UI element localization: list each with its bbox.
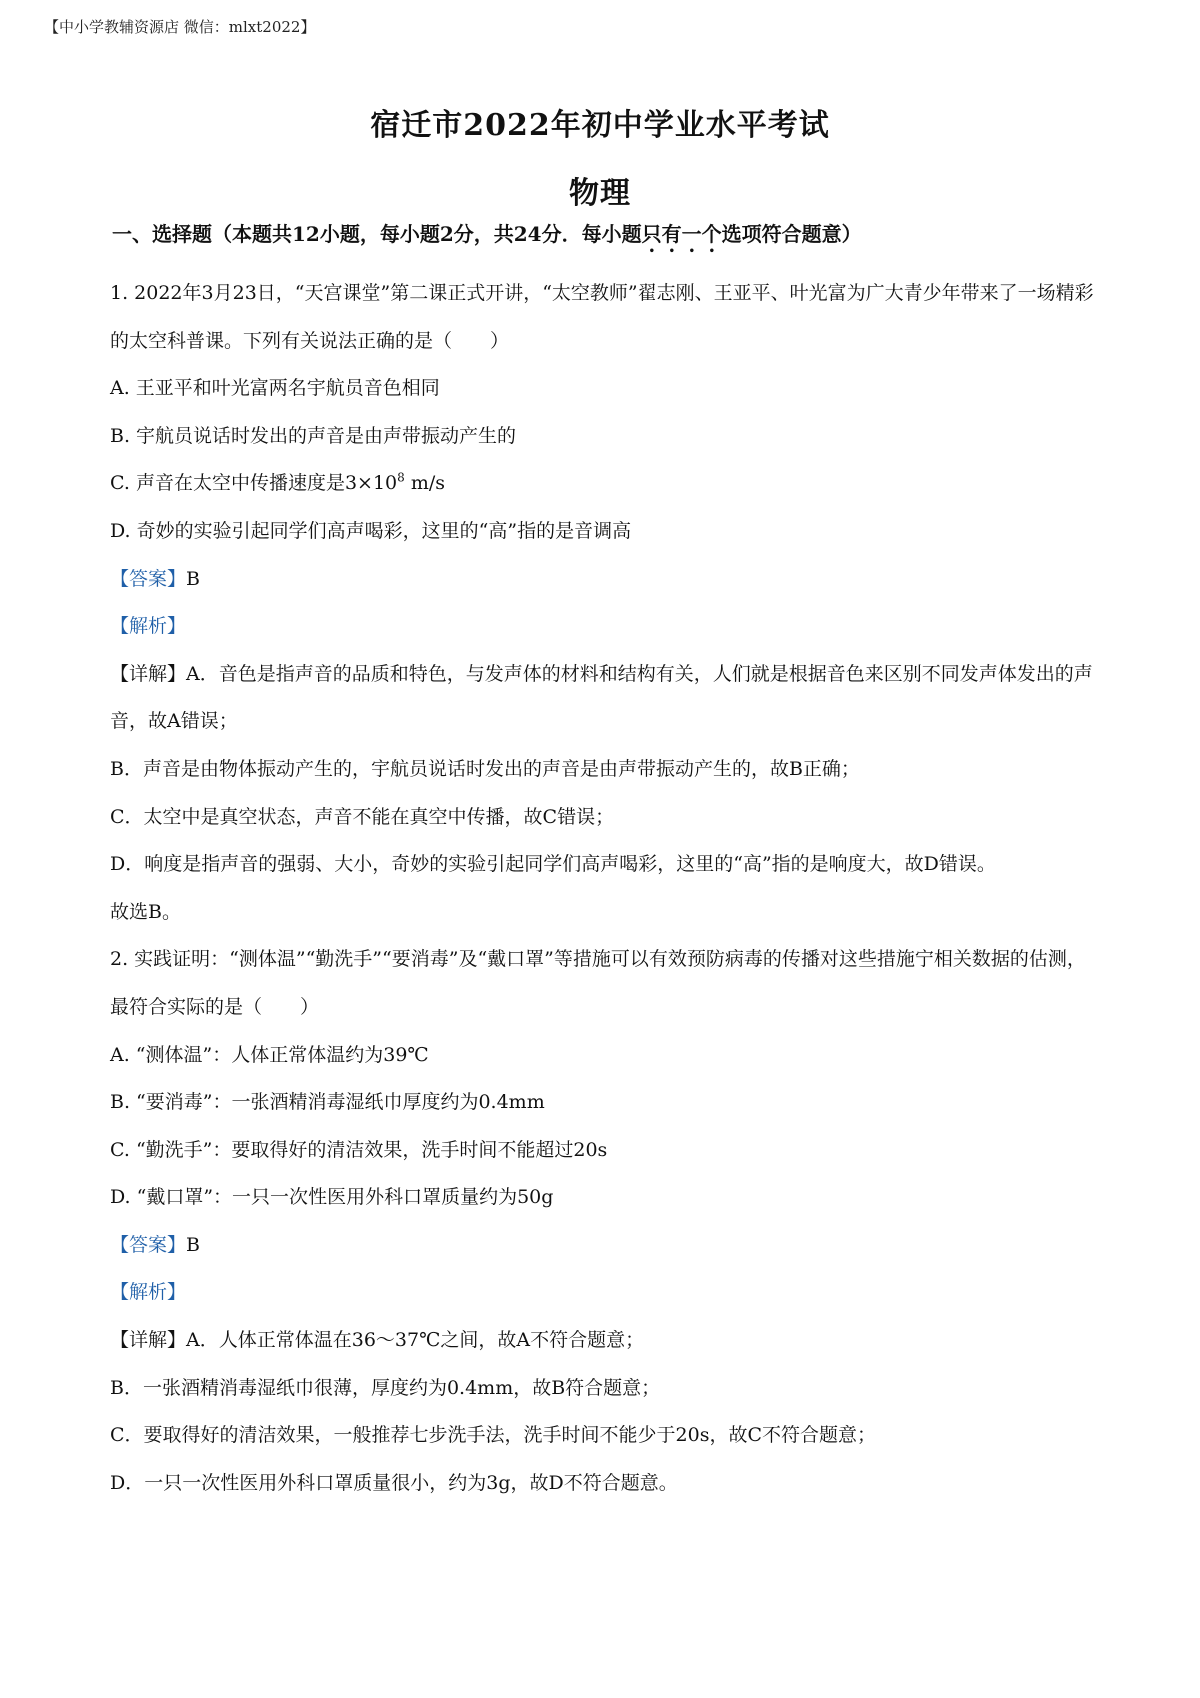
watermark: 【中小学教辅资源店 微信：mlxt2022】 <box>44 18 316 36</box>
section-heading-emphasis: 只有一个 <box>641 222 722 246</box>
exam-title: 宿迁市2022年初中学业水平考试 <box>370 108 830 143</box>
q2-option-c: C. “勤洗手”：要取得好的清洁效果，洗手时间不能超过20s <box>110 1138 608 1161</box>
q1-answer-value: B <box>186 567 200 590</box>
q2-answer-value: B <box>186 1233 200 1256</box>
q2-detail-a <box>110 1317 1098 1365</box>
q1-stem: 1. 2022年3月23日，“天宫课堂”第二课正式开讲，“太空教师”翟志刚、王亚平、叶光富为广大青少年带来了一场精彩的太空科普课。下列有关说法正确的是（ ） <box>110 282 1094 352</box>
q2-detail-c: C．要取得好的清洁效果，一般推荐七步洗手法，洗手时间不能少于20s，故C不符合题意； <box>110 1424 877 1447</box>
detail-tag: 【详解】 <box>110 662 187 685</box>
question-content <box>110 270 1098 1507</box>
q1-detail-d: D．响度是指声音的强弱、大小，奇妙的实验引起同学们高声喝彩，这里的“高”指的是响度大，故D错误。 <box>110 853 996 876</box>
q2-detail-d: D．一只一次性医用外科口罩质量很小，约为3g，故D不符合题意。 <box>110 1471 678 1494</box>
q2-answer <box>110 1222 1098 1270</box>
subject-title: 物理 <box>569 176 631 211</box>
q1-conclusion: 故选B。 <box>110 900 181 923</box>
section-heading <box>112 218 862 257</box>
q1-option-b: B. 宇航员说话时发出的声音是由声带振动产生的 <box>110 424 517 447</box>
answer-tag: 【答案】 <box>110 1233 187 1256</box>
q2-analysis-tag: 【解析】 <box>110 1281 187 1304</box>
q2-option-b: B. “要消毒”：一张酒精消毒湿纸巾厚度约为0.4mm <box>110 1091 545 1114</box>
q1-option-c-unit: m/s <box>410 472 445 495</box>
q2-detail-a-text: A．人体正常体温在36～37℃之间，故A不符合题意； <box>186 1329 645 1352</box>
section-heading-suffix: 选项符合题意） <box>721 222 862 246</box>
q1-analysis-tag: 【解析】 <box>110 615 187 638</box>
q1-option-c-exponent: 8 <box>397 471 405 486</box>
q1-option-a: A. 王亚平和叶光富两名宇航员音色相同 <box>110 377 440 400</box>
q1-option-d: D. 奇妙的实验引起同学们高声喝彩，这里的“高”指的是音调高 <box>110 519 632 542</box>
q1-detail-a <box>110 651 1098 746</box>
q1-option-c-base: 3×10 <box>344 472 398 495</box>
q1-answer <box>110 556 1098 604</box>
section-heading-prefix: 一、选择题（本题共12小题，每小题2分，共24分．每小题 <box>112 222 642 246</box>
q1-option-c-text: C. 声音在太空中传播速度是 <box>110 472 345 495</box>
q1-detail-a-text: A．音色是指声音的品质和特色，与发声体的材料和结构有关，人们就是根据音色来区别不同发声体发出的声音，故A错误； <box>110 662 1093 733</box>
q2-option-a: A. “测体温”：人体正常体温约为39℃ <box>110 1043 429 1066</box>
detail-tag: 【详解】 <box>110 1329 187 1352</box>
q2-option-d: D. “戴口罩”：一只一次性医用外科口罩质量约为50g <box>110 1186 554 1209</box>
q2-stem: 2. 实践证明：“测体温”“勤洗手”“要消毒”及“戴口罩”等措施可以有效预防病毒的传播对这些措施宁相关数据的估测，最符合实际的是（ ） <box>110 948 1086 1018</box>
q1-detail-b: B．声音是由物体振动产生的，宇航员说话时发出的声音是由声带振动产生的，故B正确； <box>110 757 860 780</box>
answer-tag: 【答案】 <box>110 567 187 590</box>
q1-detail-c: C．太空中是真空状态，声音不能在真空中传播，故C错误； <box>110 805 615 828</box>
q1-option-c <box>110 460 1098 508</box>
q2-detail-b: B．一张酒精消毒湿纸巾很薄，厚度约为0.4mm，故B符合题意； <box>110 1376 661 1399</box>
